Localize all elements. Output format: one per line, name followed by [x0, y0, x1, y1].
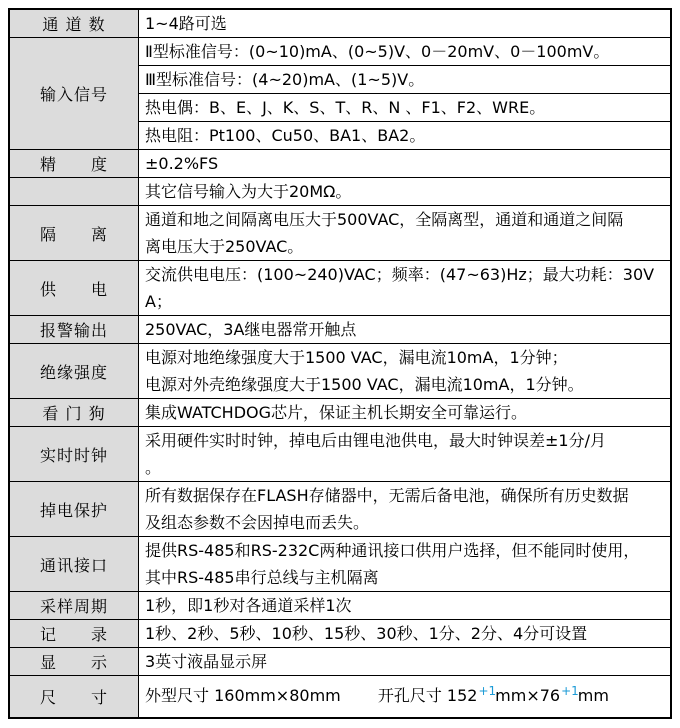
- row-label: 记 录: [9, 620, 139, 648]
- row-value: [139, 38, 672, 66]
- table-row: [9, 9, 671, 38]
- row-value: [139, 122, 672, 150]
- spec-table: [8, 8, 672, 719]
- row-label: 绝缘强度: [9, 344, 139, 399]
- value-line: 采用硬件实时时钟，掉电后由锂电池供电，最大时钟误差±1分/月: [145, 431, 606, 450]
- row-label: 尺 寸: [9, 676, 139, 719]
- value-line: 其它信号输入为大于20MΩ。: [145, 182, 352, 201]
- value-line: 通道和地之间隔离电压大于500VAC，全隔离型，通道和通道之间隔: [145, 210, 624, 229]
- table-row: [9, 206, 671, 261]
- value-line: 电源对外壳绝缘强度大于1500 VAC，漏电流10mA，1分钟。: [145, 375, 584, 394]
- table-row: [9, 316, 671, 344]
- row-value: [139, 9, 672, 38]
- value-line: 。: [145, 458, 162, 477]
- value-line: Ⅱ型标准信号：(0~10)mA、(0~5)V、0－20mV、0－100mV。: [145, 42, 610, 61]
- value-line: 热电阻：Pt100、Cu50、BA1、BA2。: [145, 126, 426, 145]
- value-line: Ⅲ型标准信号：(4~20)mA、(1~5)V。: [145, 70, 425, 89]
- value-line: 离电压大于250VAC。: [145, 237, 304, 256]
- table-row: [9, 344, 671, 399]
- row-value: [139, 206, 672, 261]
- value-line: 其中RS-485串行总线与主机隔离: [145, 568, 379, 587]
- table-row: [9, 537, 671, 592]
- value-line: 1秒、2秒、5秒、10秒、15秒、30秒、1分、2分、4分可设置: [145, 624, 588, 643]
- row-value: [139, 537, 672, 592]
- table-row: [9, 399, 671, 427]
- value-line: 电源对地绝缘强度大于1500 VAC，漏电流10mA，1分钟；: [145, 348, 568, 367]
- value-text: mm×76: [495, 686, 561, 705]
- row-value: [139, 648, 672, 676]
- row-value: [139, 94, 672, 122]
- value-line: 1秒，即1秒对各通道采样1次: [145, 596, 352, 615]
- value-line: 3英寸液晶显示屏: [145, 652, 268, 671]
- value-line: 提供RS-485和RS-232C两种通讯接口供用户选择，但不能同时使用，: [145, 541, 640, 560]
- table-row: [9, 261, 671, 316]
- row-value: [139, 620, 672, 648]
- table-row: [9, 592, 671, 620]
- value-text: 外型尺寸 160mm×80mm 开孔尺寸 152: [145, 686, 478, 705]
- row-label: 报警输出: [9, 316, 139, 344]
- table-row: [9, 427, 671, 482]
- row-label: 通 道 数: [9, 9, 139, 38]
- table-row: [9, 676, 671, 719]
- value-line: 250VAC，3A继电器常开触点: [145, 320, 357, 339]
- spec-table-body: [9, 9, 671, 718]
- tolerance-superscript: +1: [561, 684, 579, 698]
- row-label: 采样周期: [9, 592, 139, 620]
- value-line: [145, 676, 664, 717]
- row-label: 通讯接口: [9, 537, 139, 592]
- row-label: 精 度: [9, 150, 139, 178]
- row-value: [139, 316, 672, 344]
- row-label: 显 示: [9, 648, 139, 676]
- table-row: [9, 648, 671, 676]
- row-label: 供 电: [9, 261, 139, 316]
- value-text: mm: [577, 686, 609, 705]
- value-line: 集成WATCHDOG芯片，保证主机长期安全可靠运行。: [145, 403, 528, 422]
- row-value: [139, 482, 672, 537]
- value-line: ±0.2%FS: [145, 154, 219, 173]
- table-row: [9, 482, 671, 537]
- row-value: [139, 427, 672, 482]
- value-line: 及组态参数不会因掉电而丢失。: [145, 513, 370, 532]
- row-value: [139, 66, 672, 94]
- row-label: 隔 离: [9, 206, 139, 261]
- row-value: [139, 399, 672, 427]
- row-value: [139, 344, 672, 399]
- table-row: [9, 620, 671, 648]
- row-value: [139, 150, 672, 178]
- value-line: 1~4路可选: [145, 14, 227, 33]
- value-line: 所有数据保存在FLASH存储器中，无需后备电池，确保所有历史数据: [145, 486, 629, 505]
- value-line: 热电偶：B、E、J、K、S、T、R、N 、F1、F2、WRE。: [145, 98, 546, 117]
- table-row: [9, 38, 671, 66]
- row-value: [139, 676, 672, 719]
- row-label: [9, 178, 139, 206]
- row-value: [139, 178, 672, 206]
- value-line: A；: [145, 292, 172, 311]
- table-row: [9, 178, 671, 206]
- row-label: 实时时钟: [9, 427, 139, 482]
- row-value: [139, 261, 672, 316]
- row-label: 输入信号: [9, 38, 139, 150]
- row-value: [139, 592, 672, 620]
- row-label: 看 门 狗: [9, 399, 139, 427]
- tolerance-superscript: +1: [478, 684, 497, 698]
- value-line: 交流供电电压：(100~240)VAC；频率：(47~63)Hz；最大功耗：30V: [145, 265, 655, 284]
- row-label: 掉电保护: [9, 482, 139, 537]
- table-row: [9, 150, 671, 178]
